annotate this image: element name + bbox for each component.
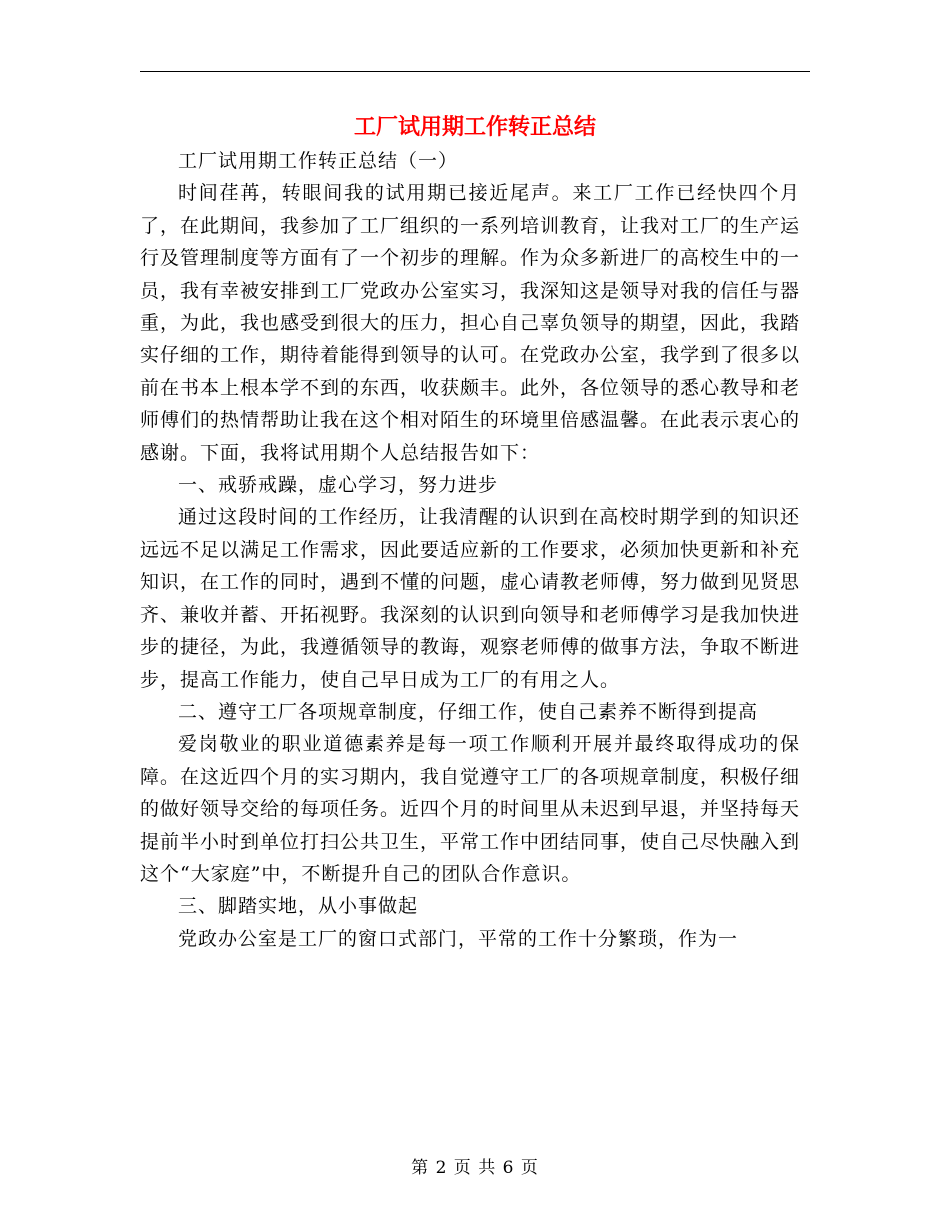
section-heading-2: 二、遵守工厂各项规章制度，仔细工作，使自己素养不断得到提高: [178, 700, 759, 723]
section-heading-1: 一、戒骄戒躁，虚心学习，努力进步: [178, 474, 499, 497]
document-body: [140, 145, 800, 955]
paragraph-section-3: 党政办公室是工厂的窗口式部门，平常的工作十分繁琐，作为一: [178, 927, 739, 950]
document-title: 工厂试用期工作转正总结: [353, 114, 596, 140]
page-number-footer: 第 2 页 共 6 页: [411, 1158, 539, 1178]
section-heading-3: 三、脚踏实地，从小事做起: [178, 895, 419, 918]
paragraph-subtitle: 工厂试用期工作转正总结（一）: [178, 150, 459, 172]
paragraph-section-1: 通过这段时间的工作经历，让我清醒的认识到在高校时期学到的知识还远远不足以满足工作需求，因此要适应新的工作要求，必须加快更新和补充知识，在工作的同时，遇到不懂的问题，虚心请教老师傅，努力做到见贤思齐、兼收并蓄、开拓视野。我深刻的认识到向领导和老师傅学习是我加快进步的捷径，为此，我遵循领导的教诲，观察老师傅的做事方法，争取不断进步，提高工作能力，使自己早日成为工厂的有用之人。: [140, 506, 801, 691]
paragraph-section-2: 爱岗敬业的职业道德素养是每一项工作顺利开展并最终取得成功的保障。在这近四个月的实习期内，我自觉遵守工厂的各项规章制度，积极仔细的做好领导交给的每项任务。近四个月的时间里从未迟到早退，并坚持每天提前半小时到单位打扫公共卫生，平常工作中团结同事，使自己尽快融入到这个“大家庭”中，不断提升自己的团队合作意识。: [140, 733, 801, 885]
header-rule: [140, 71, 810, 72]
paragraph-intro: 时间荏苒，转眼间我的试用期已接近尾声。来工厂工作已经快四个月了，在此期间，我参加了工厂组织的一系列培训教育，让我对工厂的生产运行及管理制度等方面有了一个初步的理解。作为众多新进厂的高校生中的一员，我有幸被安排到工厂党政办公室实习，我深知这是领导对我的信任与器重，为此，我也感受到很大的压力，担心自己辜负领导的期望，因此，我踏实仔细的工作，期待着能得到领导的认可。在党政办公室，我学到了很多以前在书本上根本学不到的东西，收获颇丰。此外，各位领导的悉心教导和老师傅们的热情帮助让我在这个相对陌生的环境里倍感温馨。在此表示衷心的感谢。下面，我将试用期个人总结报告如下：: [140, 182, 801, 464]
